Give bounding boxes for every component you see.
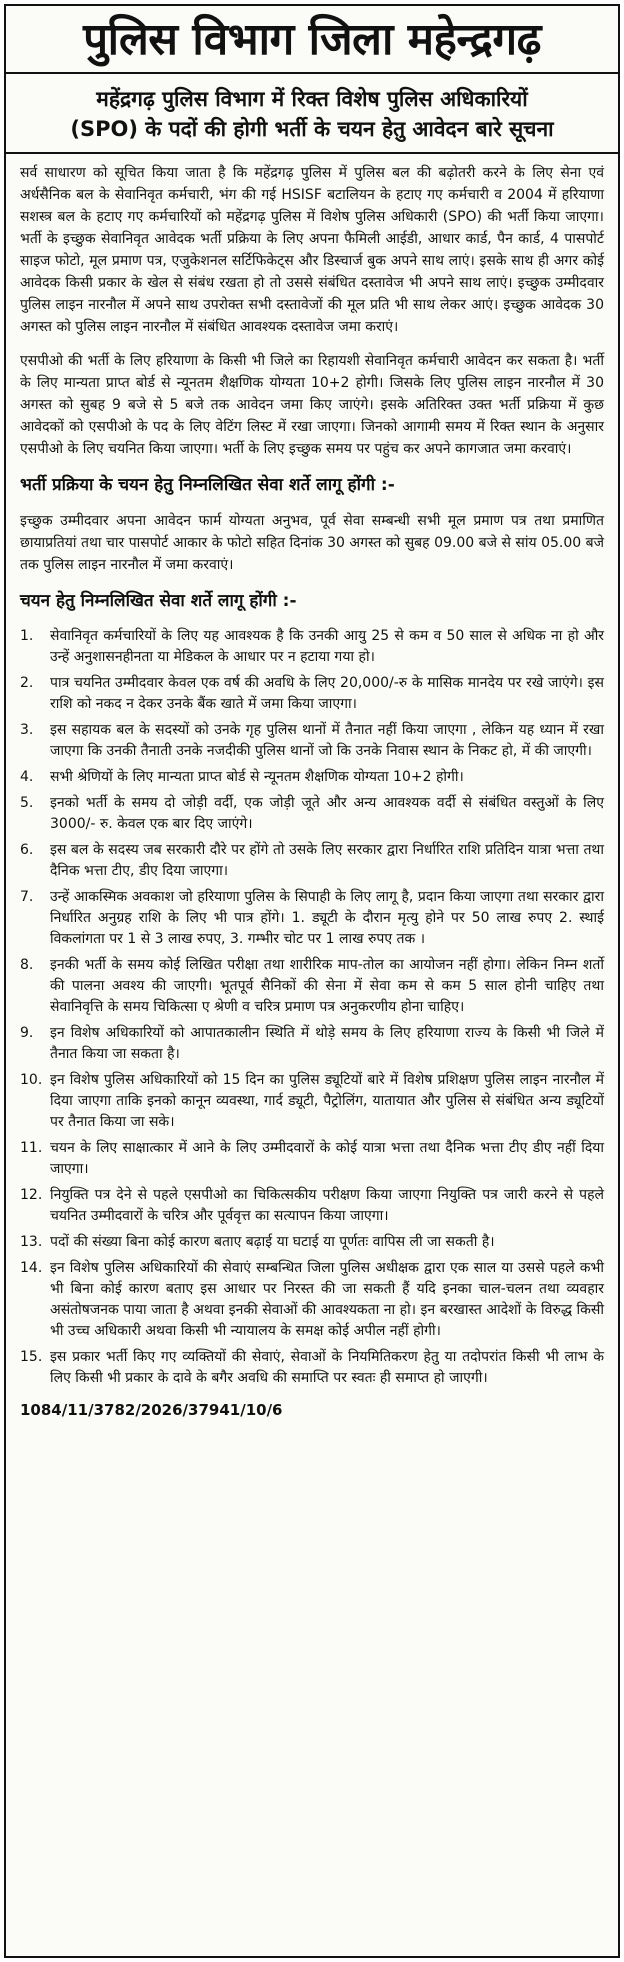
condition-text: इस प्रकार भर्ती किए गए व्यक्तियों की सेवाएं, सेवाओं के नियमितिकरण हेतु या तदोपरांत किसी भी लाभ के लिए किसी भी प्रकार के दावे के बगैर अवधि की समाप्ति पर स्वतः ही समाप्त हो जाएगी। bbox=[50, 1349, 604, 1386]
condition-item bbox=[20, 720, 604, 762]
condition-text: इन विशेष पुलिस अधिकारियों को 15 दिन का पुलिस ड्यूटियों बारे में विशेष प्रशिक्षण पुलिस लाइन नारनौल में दिया जाएगा ताकि इनको कानून व्यवस्था, गार्द ड्यूटी, पैट्रोलिंग, यातायात और पुलिस से संबंधित अन्य ड्यूटियों पर तैनात किया जा सके। bbox=[50, 1072, 604, 1130]
condition-item bbox=[20, 673, 604, 715]
section-1-heading: भर्ती प्रक्रिया के चयन हेतु निम्नलिखित सेवा शर्ते लागू होंगी :- bbox=[20, 475, 395, 495]
condition-text: इन विशेष पुलिस अधिकारियों की सेवाएं सम्बन्धित जिला पुलिस अधीक्षक द्वारा एक साल या उससे पहले कभी भी बिना कोई कारण बताए इस आधार पर निरस्त की जा सकती हैं यदि इनका चाल-चलन तथा व्यवहार असंतोषजनक पाया जाता है अथवा इनकी सेवाओं की आवश्यकता ना हो। इन बरखास्त आदेशों के विरुद्ध किसी भी उच्च अधिकारी अथवा किसी भी न्यायालय के समक्ष कोई अपील नहीं होगी। bbox=[50, 1260, 604, 1339]
condition-number: 3. bbox=[20, 722, 34, 738]
condition-text: इन विशेष अधिकारियों को आपातकालीन स्थिति में थोड़े समय के लिए हरियाणा राज्य के किसी भी जिले में तैनात किया जा सकता है। bbox=[50, 1025, 604, 1062]
condition-number: 10. bbox=[20, 1072, 43, 1088]
condition-number: 14. bbox=[20, 1260, 43, 1276]
subtitle-divider bbox=[6, 152, 618, 154]
condition-number: 8. bbox=[20, 957, 34, 973]
condition-number: 13. bbox=[20, 1234, 43, 1250]
condition-text: उन्हें आकस्मिक अवकाश जो हरियाणा पुलिस के सिपाही के लिए लागू है, प्रदान किया जाएगा तथा सरकार द्वारा निर्धारित अनुग्रह राशि के लिए भी पात्र होंगे। 1. ड्यूटी के दौरान मृत्यु होने पर 50 लाख रुपए 2. स्थाई विकलांगता पर 1 से 3 लाख रुपए, 3. गम्भीर चोट पर 1 लाख रुपए तक । bbox=[50, 889, 604, 947]
condition-text: सेवानिवृत कर्मचारियों के लिए यह आवश्यक है कि उनकी आयु 25 से कम व 50 साल से अधिक ना हो और उन्हें अनुशासनहीनता या मेडिकल के आधार पर न हटाया गया हो। bbox=[50, 628, 604, 665]
condition-text: नियुक्ति पत्र देने से पहले एसपीओ का चिकित्सकीय परीक्षण किया जाएगा नियुक्ति पत्र जारी करने से पहले चयनित उम्मीदवारों के चरित्र और पूर्ववृत्त का सत्यापन किया जाएगा। bbox=[50, 1187, 604, 1224]
condition-item bbox=[20, 1070, 604, 1133]
notice-title: पुलिस विभाग जिला महेन्द्रगढ़ bbox=[83, 14, 541, 65]
condition-number: 9. bbox=[20, 1025, 34, 1041]
condition-item bbox=[20, 767, 604, 788]
intro-paragraph-2: एसपीओ की भर्ती के लिए हरियाणा के किसी भी जिले का रिहायशी सेवानिवृत कर्मचारी आवेदन कर सकता है। भर्ती के लिए मान्यता प्राप्त बोर्ड से न्यूनतम शैक्षणिक योग्यता 10+2 होगी। जिसके लिए पुलिस लाइन नारनौल में 30 अगस्त को सुबह 9 बजे से 5 बजे तक आवेदन जमा किए जाएंगे। इसके अतिरिक्त उक्त भर्ती प्रक्रिया में कुछ आवेदकों को एसपीओ के पद के लिए वेटिंग लिस्ट में रखा जाएगा। जिनको आगामी समय में रिक्त स्थान के अनुसार एसपीओ के लिए चयनित किया जाएगा। भर्ती के लिए इच्छुक समय पर पहुंच कर अपने कागजात जमा करवाएं। bbox=[20, 353, 604, 457]
condition-number: 7. bbox=[20, 889, 34, 905]
condition-item bbox=[20, 626, 604, 668]
condition-number: 1. bbox=[20, 628, 34, 644]
condition-text: इनकी भर्ती के समय कोई लिखित परीक्षा तथा शारीरिक माप-तोल का आयोजन नहीं होगा। लेकिन निम्न शर्तो की पालना अवश्य की जाएगी। भूतपूर्व सैनिकों की सेना में सेवा कम से कम 5 साल होनी चाहिए तथा सेवानिवृत्ति के समय चिकित्सा ए श्रेणी व चरित्र प्रमाण पत्र अनुकरणीय होना चाहिए। bbox=[50, 957, 604, 1015]
condition-number: 2. bbox=[20, 675, 34, 691]
condition-number: 5. bbox=[20, 795, 34, 811]
condition-item bbox=[20, 1138, 604, 1180]
condition-text: पात्र चयनित उम्मीदवार केवल एक वर्ष की अवधि के लिए 20,000/-रु के मासिक मानदेय पर रखे जाएंगे। इस राशि को नकद न देकर उनके बैंक खाते में जमा किया जाएगा। bbox=[50, 675, 604, 712]
condition-number: 4. bbox=[20, 769, 34, 785]
reference-number: 1084/11/3782/2026/37941/10/6 bbox=[20, 1401, 283, 1419]
notice-subtitle bbox=[20, 84, 604, 144]
notice-document bbox=[4, 4, 620, 1958]
section-1-text: इच्छुक उम्मीदवार अपना आवेदन फार्म योग्यता अनुभव, पूर्व सेवा सम्बन्धी सभी मूल प्रमाण पत्र तथा प्रमाणित छायाप्रतियां तथा चार पासपोर्ट आकार के फोटो सहित दिनांक 30 अगस्त को सुबह 09.00 बजे से सांय 05.00 बजे तक पुलिस लाइन नारनौल में जमा करवाएं। bbox=[20, 513, 604, 573]
subtitle-line-1: महेंद्रगढ़ पुलिस विभाग में रिक्त विशेष पुलिस अधिकारियों bbox=[96, 87, 528, 111]
condition-item bbox=[20, 793, 604, 835]
condition-number: 11. bbox=[20, 1140, 43, 1156]
condition-text: इस सहायक बल के सदस्यों को उनके गृह पुलिस थानों में तैनात नहीं किया जाएगा , लेकिन यह ध्यान में रखा जाएगा कि उनकी तैनाती उनके नजदीकी पुलिस थानों जो कि उनके निवास स्थान के निकट हो, में की जाएगी। bbox=[50, 722, 604, 759]
section-2-heading: चयन हेतु निम्नलिखित सेवा शर्ते लागू होंगी :- bbox=[20, 591, 297, 611]
condition-number: 12. bbox=[20, 1187, 43, 1203]
condition-number: 15. bbox=[20, 1349, 43, 1365]
condition-item bbox=[20, 1347, 604, 1389]
title-divider bbox=[6, 72, 618, 74]
condition-text: सभी श्रेणियों के लिए मान्यता प्राप्त बोर्ड से न्यूनतम शैक्षणिक योग्यता 10+2 होगी। bbox=[50, 769, 464, 785]
condition-item bbox=[20, 1258, 604, 1342]
conditions-list bbox=[20, 626, 604, 1389]
condition-text: इस बल के सदस्य जब सरकारी दौरे पर होंगे तो उसके लिए सरकार द्वारा निर्धारित राशि प्रतिदिन यात्रा भत्ता तथा दैनिक भत्ता टीए, डीए दिया जाएगा। bbox=[50, 842, 604, 879]
condition-item bbox=[20, 1023, 604, 1065]
condition-number: 6. bbox=[20, 842, 34, 858]
condition-text: पदों की संख्या बिना कोई कारण बताए बढ़ाई या घटाई या पूर्णतः वापिस ली जा सकती है। bbox=[50, 1234, 495, 1250]
condition-item bbox=[20, 955, 604, 1018]
subtitle-line-2: (SPO) के पदों की होगी भर्ती के चयन हेतु आवेदन बारे सूचना bbox=[70, 117, 554, 141]
condition-text: इनको भर्ती के समय दो जोड़ी वर्दी, एक जोड़ी जूते और अन्य आवश्यक वर्दी से संबंधित वस्तुओं के लिए 3000/- रु. केवल एक बार दिए जाएंगे। bbox=[50, 795, 604, 832]
condition-item bbox=[20, 887, 604, 950]
intro-paragraph-1: सर्व साधारण को सूचित किया जाता है कि महेंद्रगढ़ पुलिस में पुलिस बल की बढ़ोतरी करने के लिए सेना एवं अर्धसैनिक बल के सेवानिवृत कर्मचारी, भंग की गई HSISF बटालियन के हटाए गए कर्मचारी व 2004 में हरियाणा सशस्त्र बल के हटाए गए कर्मचारियों को महेंद्रगढ़ पुलिस में विशेष पुलिस अधिकारी (SPO) की भर्ती किया जाएगा। भर्ती के इच्छुक सेवानिवृत आवेदक भर्ती प्रक्रिया के लिए अपना फैमिली आईडी, आधार कार्ड, पैन कार्ड, 4 पासपोर्ट साइज फोटो, मूल प्रमाण पत्र, एजुकेशनल सर्टिफिकेट्स और डिस्चार्ज बुक अपने साथ लाएं। इसके साथ ही अगर कोई आवेदक किसी प्रकार के खेल से संबंध रखता हो तो उससे संबंधित दस्तावेज भी अपने साथ लाएं। इच्छुक उम्मीदवार पुलिस लाइन नारनौल में अपने साथ उपरोक्त सभी दस्तावेजों की मूल प्रति भी साथ लेकर आएं। इच्छुक आवेदक 30 अगस्त को पुलिस लाइन नारनौल में संबंधित आवश्यक दस्तावेज जमा कराएं। bbox=[20, 165, 604, 335]
condition-text: चयन के लिए साक्षात्कार में आने के लिए उम्मीदवारों के कोई यात्रा भत्ता तथा दैनिक भत्ता टीए डीए नहीं दिया जाएगा। bbox=[50, 1140, 604, 1177]
condition-item bbox=[20, 1232, 604, 1253]
condition-item bbox=[20, 1185, 604, 1227]
condition-item bbox=[20, 840, 604, 882]
